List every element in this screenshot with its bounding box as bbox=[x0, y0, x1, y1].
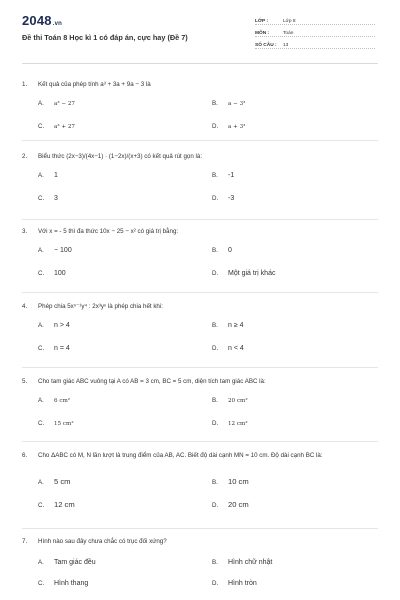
option-c[interactable] bbox=[38, 345, 70, 352]
option-a[interactable] bbox=[38, 477, 70, 486]
option-text: a³ + 27 bbox=[54, 124, 75, 130]
question-number: 5. bbox=[22, 378, 28, 385]
header-divider bbox=[22, 63, 378, 64]
option-b[interactable] bbox=[212, 397, 248, 404]
option-text: 3 bbox=[54, 195, 58, 202]
document-title: Đề thi Toán 8 Học kì 1 có đáp án, cực hay (Đề 7) bbox=[22, 33, 188, 42]
option-b[interactable] bbox=[212, 477, 249, 486]
option-d[interactable] bbox=[212, 420, 248, 427]
option-a[interactable] bbox=[38, 322, 70, 329]
option-text: Hình thang bbox=[54, 580, 89, 587]
question-text: Cho ΔABC có M, N lần lượt là trung điểm của AB, AC. Biết độ dài cạnh MN = 10 cm. Độ dài cạnh BC là: bbox=[38, 452, 323, 459]
logo-sub-text: .vn bbox=[52, 21, 63, 27]
options bbox=[22, 312, 382, 356]
option-b[interactable] bbox=[212, 172, 234, 179]
option-letter: C. bbox=[38, 345, 45, 352]
option-text: − 100 bbox=[54, 247, 72, 254]
option-letter: D. bbox=[212, 345, 219, 352]
option-text: n = 4 bbox=[54, 345, 70, 352]
options bbox=[22, 162, 382, 206]
option-letter: B. bbox=[212, 397, 218, 404]
question-number: 7. bbox=[22, 538, 28, 545]
option-d[interactable] bbox=[212, 580, 257, 587]
option-text: n > 4 bbox=[54, 322, 70, 329]
option-letter: D. bbox=[212, 195, 219, 202]
option-text: 100 bbox=[54, 270, 66, 277]
option-a[interactable] bbox=[38, 397, 70, 404]
option-c[interactable] bbox=[38, 500, 75, 509]
option-letter: C. bbox=[38, 580, 45, 587]
option-text: a + 3³ bbox=[228, 124, 246, 130]
option-d[interactable] bbox=[212, 123, 245, 130]
option-letter: A. bbox=[38, 322, 44, 329]
question-text: Phép chia 5xⁿ⁻¹y⁴ : 2x³yⁿ là phép chia hết khi: bbox=[38, 303, 163, 310]
option-letter: B. bbox=[212, 479, 218, 486]
option-text: 15 cm² bbox=[54, 421, 74, 427]
option-letter: B. bbox=[212, 247, 218, 254]
question-6 bbox=[22, 451, 382, 511]
question-divider bbox=[22, 528, 378, 529]
option-text: 5 cm bbox=[54, 477, 71, 486]
option-letter: B. bbox=[212, 172, 218, 179]
option-letter: B. bbox=[212, 322, 218, 329]
option-text: 12 cm² bbox=[228, 421, 248, 427]
question-number: 3. bbox=[22, 228, 28, 235]
option-text: 20 cm bbox=[228, 500, 249, 509]
logo-main-text: 2048 bbox=[22, 13, 52, 28]
option-text: a − 3³ bbox=[228, 101, 246, 107]
question-divider bbox=[22, 367, 378, 368]
option-text: Tam giác đều bbox=[54, 559, 96, 566]
option-text: -1 bbox=[228, 172, 235, 179]
option-d[interactable] bbox=[212, 500, 249, 509]
question-7 bbox=[22, 537, 382, 587]
option-c[interactable] bbox=[38, 420, 74, 427]
question-text: Biểu thức (2x−3)/(4x−1) · (1−2x)/(x+3) có kết quả rút gọn là: bbox=[38, 153, 203, 160]
question-5 bbox=[22, 377, 382, 431]
option-text: 12 cm bbox=[54, 500, 75, 509]
question-1 bbox=[22, 80, 382, 134]
option-d[interactable] bbox=[212, 345, 244, 352]
question-divider bbox=[22, 219, 378, 220]
option-d[interactable] bbox=[212, 195, 234, 202]
options bbox=[22, 237, 382, 281]
question-text: Với x = - 5 thì đa thức 10x − 25 − x² có giá trị bằng: bbox=[38, 228, 179, 235]
option-letter: C. bbox=[38, 420, 45, 427]
options bbox=[22, 467, 382, 511]
question-number: 2. bbox=[22, 153, 28, 160]
option-letter: C. bbox=[38, 123, 45, 130]
option-letter: A. bbox=[38, 397, 44, 404]
site-logo[interactable] bbox=[22, 13, 62, 28]
options bbox=[22, 387, 382, 431]
option-letter: D. bbox=[212, 502, 219, 509]
option-text: 6 cm² bbox=[54, 398, 71, 404]
question-divider bbox=[22, 292, 378, 293]
option-letter: C. bbox=[38, 502, 45, 509]
option-c[interactable] bbox=[38, 123, 75, 130]
option-b[interactable] bbox=[212, 247, 232, 254]
question-2 bbox=[22, 152, 382, 206]
meta-key: SỐ CÂU : bbox=[255, 43, 277, 48]
option-letter: D. bbox=[212, 420, 219, 427]
option-a[interactable] bbox=[38, 100, 75, 107]
meta-value: Lớp 8 bbox=[283, 19, 296, 24]
option-text: Hình tròn bbox=[228, 580, 257, 587]
meta-key: LỚP : bbox=[255, 19, 269, 24]
option-text: Một giá trị khác bbox=[228, 270, 276, 277]
question-divider bbox=[22, 441, 378, 442]
option-d[interactable] bbox=[212, 270, 275, 277]
option-letter: A. bbox=[38, 559, 44, 566]
option-c[interactable] bbox=[38, 270, 66, 277]
meta-row-count bbox=[255, 37, 375, 49]
meta-value: 13 bbox=[283, 43, 289, 48]
option-letter: A. bbox=[38, 247, 44, 254]
meta-row-subject bbox=[255, 25, 375, 37]
option-letter: D. bbox=[212, 270, 219, 277]
question-number: 6. bbox=[22, 452, 28, 459]
question-number: 4. bbox=[22, 303, 28, 310]
option-letter: A. bbox=[38, 100, 44, 107]
question-number: 1. bbox=[22, 81, 28, 88]
option-b[interactable] bbox=[212, 559, 272, 566]
option-text: 10 cm bbox=[228, 477, 249, 486]
question-3 bbox=[22, 227, 382, 281]
option-text: 20 cm² bbox=[228, 398, 248, 404]
option-letter: B. bbox=[212, 559, 218, 566]
option-a[interactable] bbox=[38, 172, 58, 179]
option-text: n < 4 bbox=[228, 345, 244, 352]
option-letter: C. bbox=[38, 270, 45, 277]
option-text: Hình chữ nhật bbox=[228, 559, 273, 566]
option-letter: D. bbox=[212, 580, 219, 587]
document-meta bbox=[255, 13, 375, 49]
options bbox=[22, 90, 382, 134]
question-text: Kết quả của phép tính a³ + 3a + 9a − 3 là bbox=[38, 81, 151, 88]
question-text: Cho tam giác ABC vuông tại A có AB = 3 cm, BC = 5 cm, diện tích tam giác ABC là: bbox=[38, 378, 266, 385]
option-c[interactable] bbox=[38, 195, 58, 202]
option-text: -3 bbox=[228, 195, 235, 202]
option-letter: D. bbox=[212, 123, 219, 130]
option-b[interactable] bbox=[212, 100, 245, 107]
question-4 bbox=[22, 302, 382, 356]
option-a[interactable] bbox=[38, 247, 72, 254]
meta-value: Toán bbox=[283, 31, 294, 36]
option-letter: B. bbox=[212, 100, 218, 107]
option-text: 1 bbox=[54, 172, 58, 179]
option-text: a³ − 27 bbox=[54, 101, 75, 107]
option-c[interactable] bbox=[38, 580, 88, 587]
option-letter: C. bbox=[38, 195, 45, 202]
option-letter: A. bbox=[38, 479, 44, 486]
option-text: n ≥ 4 bbox=[228, 322, 244, 329]
option-a[interactable] bbox=[38, 559, 96, 566]
meta-key: MÔN : bbox=[255, 31, 270, 36]
question-text: Hình nào sau đây chưa chắc có trục đối xứng? bbox=[38, 538, 167, 545]
options bbox=[22, 547, 382, 587]
meta-row-class bbox=[255, 13, 375, 25]
option-letter: A. bbox=[38, 172, 44, 179]
option-text: 0 bbox=[228, 247, 232, 254]
option-b[interactable] bbox=[212, 322, 244, 329]
question-divider bbox=[22, 140, 378, 141]
